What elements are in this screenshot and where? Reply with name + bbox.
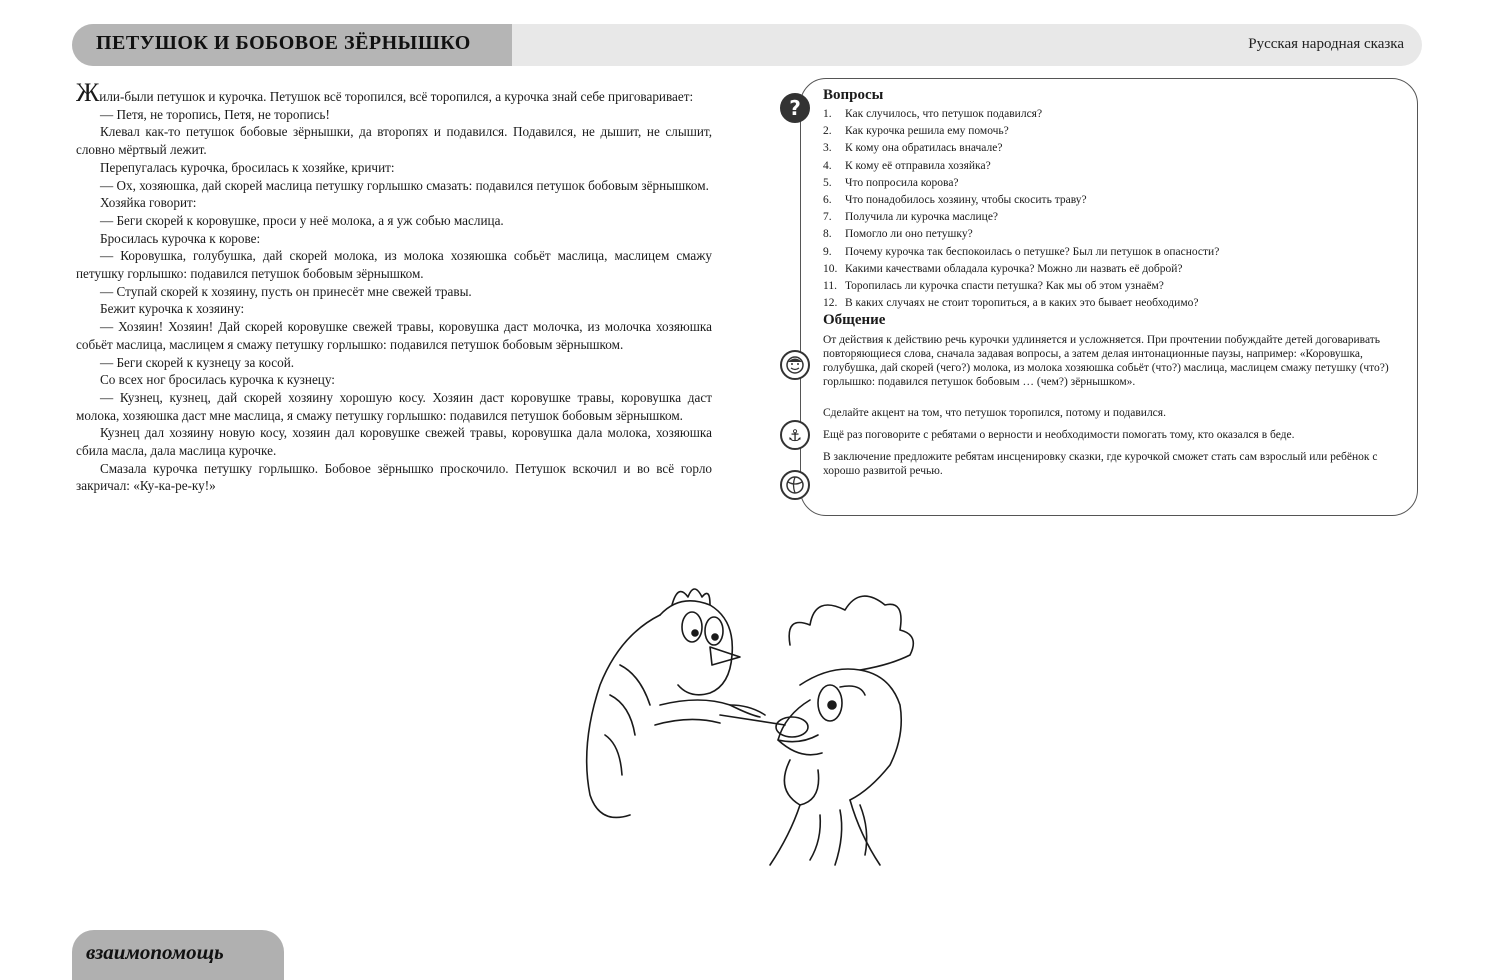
questions-panel	[800, 78, 1418, 516]
story-paragraph: Хозяйка говорит:	[100, 195, 197, 211]
questions-heading: Вопросы	[823, 87, 884, 103]
question-text: Как курочка решила ему помочь?	[845, 125, 1009, 138]
genre-label: Русская народная сказка	[1248, 36, 1404, 52]
question-icon: ?	[780, 93, 810, 123]
question-text: Торопилась ли курочка спасти петушка? Как мы об этом узнаём?	[845, 280, 1164, 293]
question-item	[823, 278, 1403, 295]
question-number: 10.	[823, 262, 838, 275]
question-text: В каких случаях не стоит торопиться, а в каких это бывает необходимо?	[845, 297, 1199, 310]
question-number: 12.	[823, 297, 838, 310]
panel-content	[823, 87, 1403, 478]
communication-heading: Общение	[823, 312, 886, 329]
question-number: 3.	[823, 142, 832, 155]
header-bar	[72, 24, 1422, 66]
question-item	[823, 123, 1403, 140]
question-number: 4.	[823, 159, 832, 172]
question-number: 9.	[823, 245, 832, 258]
note-paragraph: Сделайте акцент на том, что петушок торопился, потому и подавился.	[823, 407, 1166, 420]
story-paragraph: Перепугалась курочка, бросилась к хозяйке, кричит:	[100, 159, 395, 175]
question-item	[823, 261, 1403, 278]
story-paragraph: — Ох, хозяюшка, дай скорей маслица петушку горлышко смазать: подавился петушок бобовым зёрнышком.	[100, 177, 709, 193]
story-text	[76, 78, 712, 495]
story-paragraph: — Петя, не торопись, Петя, не торопись!	[100, 106, 330, 122]
communication-notes	[823, 333, 1403, 478]
question-number: 7.	[823, 211, 832, 224]
question-text: Что попросила корова?	[845, 176, 959, 189]
question-text: Помогло ли оно петушку?	[845, 228, 973, 241]
story-paragraph: — Беги скорей к коровушке, проси у неё молока, а я уж собью маслица.	[100, 212, 504, 228]
story-paragraph: — Коровушка, голубушка, дай скорей молока, из молока хозяюшка собьёт маслица, маслицем смажу петушку горлышко: подавился петушок бобовым зёрнышком.	[76, 248, 712, 282]
anchor-icon: ⚓	[780, 420, 810, 450]
question-item	[823, 175, 1403, 192]
story-paragraph: Жили-были петушок и курочка. Петушок всё торопился, всё торопился, а курочка знай себе приговаривает:	[76, 78, 694, 107]
story-paragraph: Бежит курочка к хозяину:	[100, 301, 245, 317]
note-paragraph: Ещё раз поговорите с ребятами о верности и необходимости помогать тому, кто оказался в беде.	[823, 429, 1295, 442]
story-paragraph: — Ступай скорей к хозяину, пусть он принесёт мне свежей травы.	[100, 283, 472, 299]
question-number: 5.	[823, 176, 832, 189]
question-text: Почему курочка так беспокоилась о петушке? Был ли петушок в опасности?	[845, 245, 1220, 258]
question-text: К кому её отправила хозяйка?	[845, 159, 991, 172]
story-paragraph: Клевал как-то петушок бобовые зёрнышки, да второпях и подавился. Подавился, не дышит, не слышит, словно мёртвый лежит.	[76, 124, 712, 158]
story-paragraph: Смазала курочка петушку горлышко. Бобовое зёрнышко проскочило. Петушок вскочил и во всё горло закричал: «Ку-ка-ре-ку!»	[76, 460, 712, 494]
story-paragraph: — Кузнец, кузнец, дай скорей хозяину хорошую косу. Хозяин даст коровушке травы, коровушка даст молока, хозяюшка даст мне маслица, я смажу петушку горлышко: подавился петушок бобовым зёрнышком.	[76, 389, 712, 423]
question-item	[823, 158, 1403, 175]
note-paragraph: В заключение предложите ребятам инсценировку сказки, где курочкой сможет стать сам взрослый или ребёнок с хорошо развитой речью.	[823, 451, 1378, 478]
story-paragraph: — Хозяин! Хозяин! Дай скорей коровушке свежей травы, коровушка даст молочка, из молочка хозяюшка собьёт маслица, маслицем я смажу петушку горлышко: подавился петушок бобовым зёрнышком.	[76, 319, 712, 352]
topic-badge	[72, 930, 284, 980]
question-text: Что понадобилось хозяину, чтобы скосить траву?	[845, 194, 1087, 207]
questions-list	[823, 106, 1403, 312]
hen-and-rooster-illustration	[560, 575, 950, 885]
question-number: 8.	[823, 228, 832, 241]
question-item	[823, 140, 1403, 157]
question-text: Как случилось, что петушок подавился?	[845, 108, 1043, 120]
header-title-band	[72, 24, 512, 66]
page-title: ПЕТУШОК И БОБОВОЕ ЗЁРНЫШКО	[96, 32, 471, 54]
story-paragraph: — Беги скорей к кузнецу за косой.	[100, 354, 295, 370]
question-item	[823, 106, 1403, 123]
drop-cap: Ж	[76, 78, 100, 107]
topic-label: взаимопомощь	[86, 940, 224, 964]
question-item	[823, 295, 1403, 312]
question-text: Получила ли курочка маслице?	[845, 211, 999, 224]
question-item	[823, 244, 1403, 261]
question-number: 11.	[823, 280, 837, 293]
question-number: 1.	[823, 108, 832, 120]
question-text: К кому она обратилась вначале?	[845, 142, 1003, 155]
question-item	[823, 192, 1403, 209]
question-text: Какими качествами обладала курочка? Можно ли назвать её доброй?	[845, 262, 1183, 275]
ball-icon	[780, 470, 810, 500]
question-item	[823, 226, 1403, 243]
story-paragraph: Кузнец дал хозяину новую косу, хозяин дал коровушке свежей травы, коровушка дала молока, хозяюшка сбила масла, дала маслица курочке.	[76, 425, 712, 459]
face-icon	[780, 350, 810, 380]
note-paragraph: От действия к действию речь курочки удлиняется и усложняется. При прочтении побуждайте детей договаривать повторяющиеся слова, сначала задавая вопросы, а затем делая интонационные паузы, например: «Коровушка, голубушка, дай скорей (чего?) молока, из молока хозяюшка собьёт (что?) маслица, маслицем смажу петушку (что?) горлышко: подавился петушок бобовым … (чем?) зёрнышком».	[823, 334, 1389, 389]
question-item	[823, 209, 1403, 226]
question-number: 2.	[823, 125, 832, 138]
story-paragraph: Бросилась курочка к корове:	[100, 230, 261, 246]
story-paragraph: Со всех ног бросилась курочка к кузнецу:	[100, 372, 335, 388]
question-number: 6.	[823, 194, 832, 207]
